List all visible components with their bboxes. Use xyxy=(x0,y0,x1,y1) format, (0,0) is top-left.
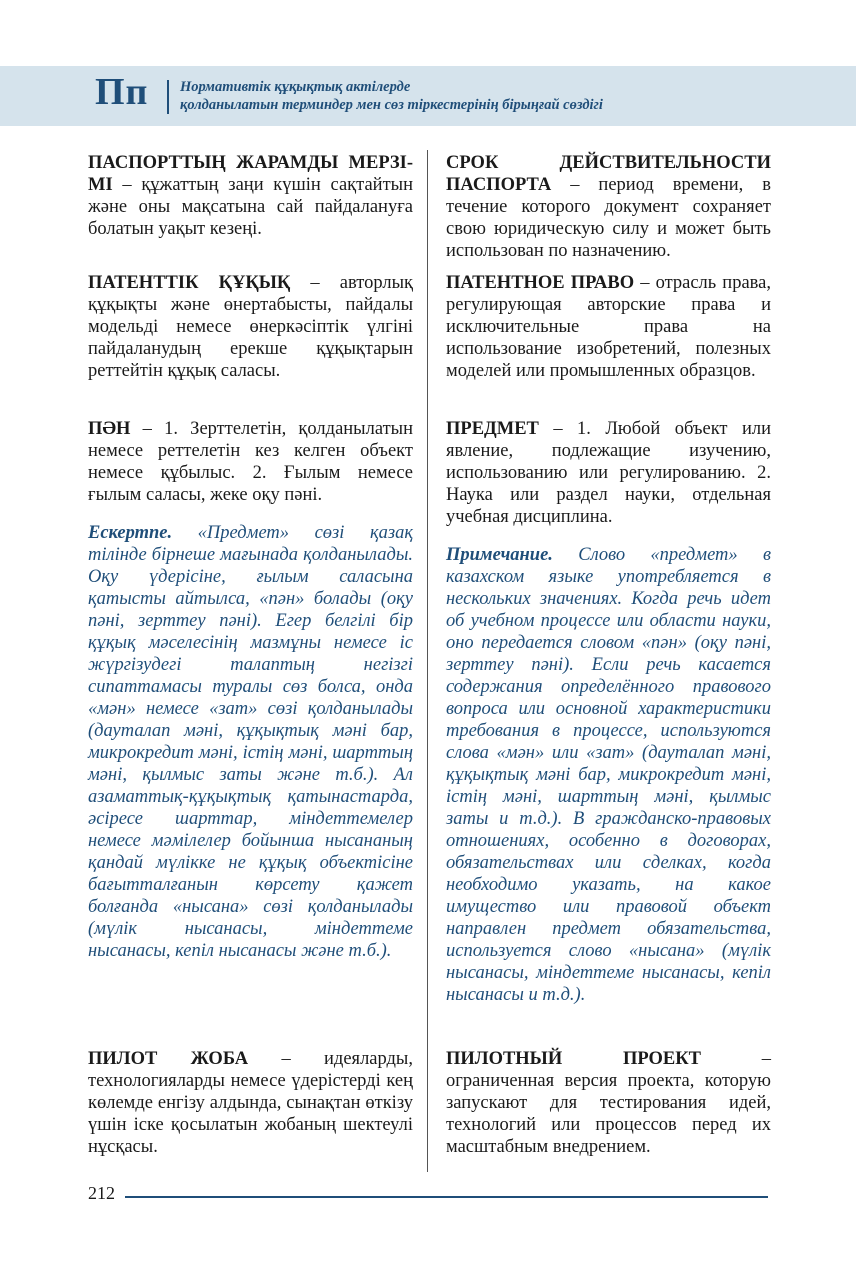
term-heading: ПАТЕНТНОЕ ПРАВО xyxy=(446,273,635,293)
note-ru xyxy=(446,544,771,1006)
header-divider xyxy=(167,80,169,114)
footer-rule xyxy=(125,1196,768,1198)
entry-ru-subject xyxy=(446,418,771,528)
term-heading: СРОК ДЕЙСТВИТЕЛЬНОСТИ ПАСПОРТА xyxy=(446,153,771,195)
term-definition: – авторлық құқықты және өнертабысты, пайдалы модельді немесе өнеркәсіптік үлгіні пайдаланудың ерекше құқықтарын реттейтін құқық саласы. xyxy=(88,273,413,381)
term-definition: – отрасль права, регулирующая авторские права и исключительные права на использование изобретений, полезных моделей или промышленных образцов. xyxy=(446,273,771,381)
column-divider xyxy=(427,150,428,1172)
term-heading: ПАТЕНТТІК ҚҰҚЫҚ xyxy=(88,273,291,293)
header-title-line-1: Нормативтік құқықтық актілерде xyxy=(180,79,411,95)
entry-kk-passport-validity xyxy=(88,152,413,240)
note-kk xyxy=(88,522,413,962)
note-text: «Предмет» сөзі қазақ тілінде бірнеше мағынада қолданылады. Оқу үдерісіне, ғылым саласына қатысты айтылса, «пән» болады (оқу пәні, зерттеу пәні). Егер белгілі бір құқық мәселесінің мазмұны немесе іс жүргізудегі талаптың негізгі сипаттамасы туралы сөз болса, онда «мән» немесе «зат» сөзі қолданылады (дауталап мәні, құқықтық мәні бар, микрокредит мәні, істің мәні, шарттың мәні, қылмыс заты және т.б.). Ал азаматтық-құқықтық қатынастарда, әсіресе шарттар, міндеттемелер немесе мәмілелер бойынша нысананың қандай мүлікке не құқық объектісіне бағытталғанын көрсету қажет болғанда «нысана» сөзі қолданылады (мүлік нысанасы, міндеттеме нысанасы, кепіл нысанасы және т.б.). xyxy=(88,523,413,961)
term-heading: ПРЕДМЕТ xyxy=(446,419,539,439)
header-title-line-2: қолданылатын терминдер мен сөз тіркестерінің бірыңғай сөздігі xyxy=(180,97,603,113)
page-number: 212 xyxy=(88,1183,115,1203)
note-label: Ескертпе. xyxy=(88,523,173,543)
term-definition: – идеяларды, технологияларды немесе үдерістерді кең көлемде енгізу алдында, сынақтан өткізу үшін іске қосылатын жобаның шектеулі нұсқасы. xyxy=(88,1049,413,1157)
entry-kk-patent-law xyxy=(88,272,413,382)
term-definition: – период времени, в течение которого документ сохраняет свою юридическую силу и может быть использован по назначению. xyxy=(446,175,771,261)
term-heading: ПИЛОТНЫЙ ПРОЕКТ xyxy=(446,1049,702,1069)
note-label: Примечание. xyxy=(446,545,553,565)
note-text: Слово «предмет» в казахском языке употребляется в нескольких значениях. Когда речь идет об учебном процессе или области науки, оно передается словом «пән» (оқу пәні, зерттеу пәні). Если речь касается содержания определённого правового вопроса или основной характеристики требования в процессе, используются слова «мән» или «зат» (дауталап мәні, құқықтық мәні бар, микрокредит мәні, істің мәні, шарттың мәні, қылмыс заты и т.д.). В гражданско-правовых отношениях, особенно в договорах, обязательствах или сделках, когда необходимо указать, на какое имущество или правовой объект направлен предмет обязательства, используется слово «нысана» (мүлік нысанасы, міндеттеме нысанасы, кепіл нысанасы и т.д.). xyxy=(446,545,771,1005)
term-definition: – құжаттың заңи күшін сақтайтын және оны мақсатына сай пайдалануға болатын уақыт кезеңі. xyxy=(88,175,413,239)
entry-kk-subject xyxy=(88,418,413,506)
term-definition: – ограниченная версия проекта, которую запускают для тестирования идей, технологий или процессов перед их масштабным внедрением. xyxy=(446,1049,771,1157)
term-heading: ПАСПОРТТЫҢ ЖАРАМДЫ МЕРЗІ-МІ xyxy=(88,153,413,195)
running-header-title xyxy=(180,78,603,114)
entry-ru-patent-law xyxy=(446,272,771,382)
entry-ru-pilot-project xyxy=(446,1048,771,1158)
term-definition: – 1. Любой объект или явление, подлежащие изучению, использованию или регулированию. 2. Наука или раздел науки, отдельная учебная дисциплина. xyxy=(446,419,771,527)
entry-ru-passport-validity xyxy=(446,152,771,262)
section-letter: Пп xyxy=(95,71,149,113)
entry-kk-pilot-project xyxy=(88,1048,413,1158)
term-definition: – 1. Зерттелетін, қолданылатын немесе реттелетін кез келген объект немесе құбылыс. 2. Ғылым немесе ғылым саласы, жеке оқу пәні. xyxy=(88,419,413,505)
term-heading: ПӘН xyxy=(88,419,131,439)
term-heading: ПИЛОТ ЖОБА xyxy=(88,1049,249,1069)
